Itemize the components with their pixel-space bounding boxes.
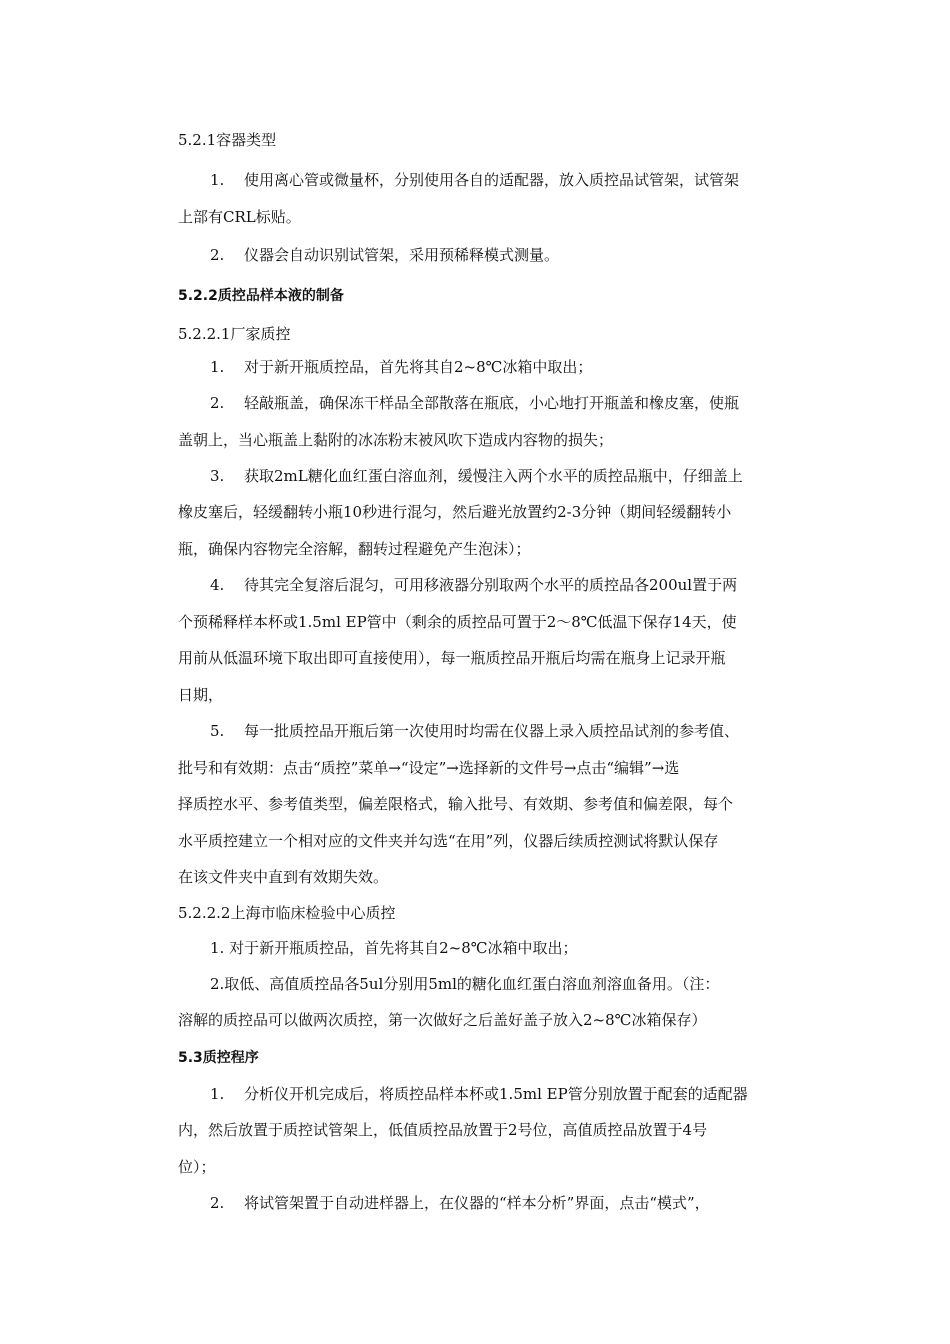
list-item: 5. 每一批质控品开瓶后第一次使用时均需在仪器上录入质控品试剂的参考值、 xyxy=(210,722,740,740)
paragraph-line: 橡皮塞后，轻缓翻转小瓶10秒进行混匀，然后避光放置约2-3分钟（期间轻缓翻转小 xyxy=(178,503,732,521)
paragraph-line: 批号和有效期：点击“质控”菜单→“设定”→选择新的文件号→点击“编辑”→选 xyxy=(178,759,680,777)
paragraph-line: 上部有CRL标贴。 xyxy=(178,208,301,226)
paragraph-line: 用前从低温环境下取出即可直接使用），每一瓶质控品开瓶后均需在瓶身上记录开瓶 xyxy=(178,649,726,667)
list-item: 1. 分析仪开机完成后，将质控品样本杯或1.5ml EP管分别放置于配套的适配器 xyxy=(210,1085,748,1103)
list-item: 2. 仪器会自动识别试管架，采用预稀释模式测量。 xyxy=(210,246,560,264)
paragraph-line: 瓶，确保内容物完全溶解，翻转过程避免产生泡沫）； xyxy=(178,540,531,558)
paragraph-line: 位）； xyxy=(178,1158,216,1176)
heading-5-2-2-2: 5.2.2.2上海市临床检验中心质控 xyxy=(178,904,396,922)
paragraph-line: 溶解的质控品可以做两次质控，第一次做好之后盖好盖子放入2~8℃冰箱保存） xyxy=(178,1011,707,1029)
paragraph-line: 在该文件夹中直到有效期失效。 xyxy=(178,868,389,886)
paragraph-line: 择质控水平、参考值类型，偏差限格式，输入批号、有效期、参考值和偏差限，每个 xyxy=(178,795,734,813)
heading-5-2-2: 5.2.2质控品样本液的制备 xyxy=(178,288,344,304)
list-item: 2.取低、高值质控品各5ul分别用5ml的糖化血红蛋白溶血剂溶血备用。（注： xyxy=(210,975,720,993)
list-item: 2. 将试管架置于自动进样器上，在仪器的“样本分析”界面，点击“模式”， xyxy=(210,1194,710,1212)
list-item: 1. 对于新开瓶质控品，首先将其自2~8℃冰箱中取出； xyxy=(210,939,578,957)
paragraph-line: 个预稀释样本杯或1.5ml EP管中（剩余的质控品可置于2～8℃低温下保存14天，使 xyxy=(178,613,737,631)
list-item: 4. 待其完全复溶后混匀，可用移液器分别取两个水平的质控品各200ul置于两 xyxy=(210,576,738,594)
paragraph-line: 水平质控建立一个相对应的文件夹并勾选“在用”列，仪器后续质控测试将默认保存 xyxy=(178,832,719,850)
heading-5-2-2-1: 5.2.2.1厂家质控 xyxy=(178,325,291,343)
list-item: 1. 使用离心管或微量杯，分别使用各自的适配器，放入质控品试管架，试管架 xyxy=(210,171,740,189)
list-item: 1. 对于新开瓶质控品，首先将其自2~8℃冰箱中取出； xyxy=(210,358,593,376)
list-item: 2. 轻敲瓶盖，确保冻干样品全部散落在瓶底，小心地打开瓶盖和橡皮塞，使瓶 xyxy=(210,394,740,412)
paragraph-line: 日期， xyxy=(178,686,224,704)
list-item: 3. 获取2mL糖化血红蛋白溶血剂，缓慢注入两个水平的质控品瓶中，仔细盖上 xyxy=(210,467,743,485)
paragraph-line: 盖朝上，当心瓶盖上黏附的冰冻粉末被风吹下造成内容物的损失； xyxy=(178,431,614,449)
heading-5-2-1: 5.2.1容器类型 xyxy=(178,131,277,149)
heading-5-3: 5.3质控程序 xyxy=(178,1050,259,1066)
paragraph-line: 内，然后放置于质控试管架上，低值质控品放置于2号位，高值质控品放置于4号 xyxy=(178,1121,708,1139)
